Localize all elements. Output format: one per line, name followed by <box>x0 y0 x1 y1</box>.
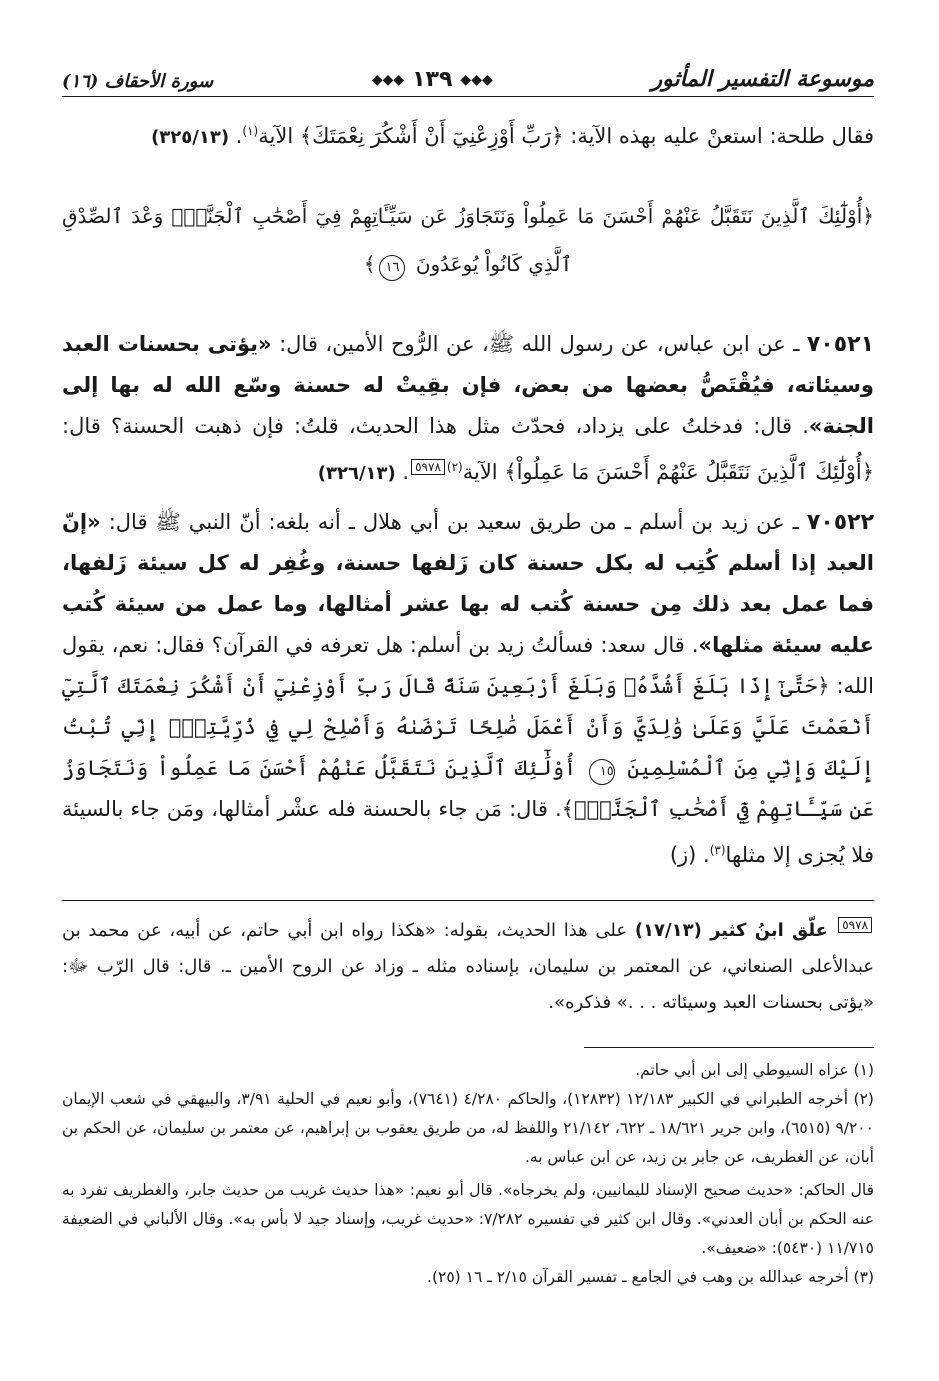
ornament-icon: ◆◆◆ <box>371 71 405 88</box>
hadith-verse-1: ﴿حَتَّىٰٓ إِذَا بَلَغَ أَشُدَّهُۥ وَبَلَغَ أَرْبَعِينَ سَنَةً قَالَ رَبِّ أَوْزِعْنِيٓ أَنْ أَشْكُرَ نِعْمَتَكَ ٱلَّتِيٓ أَنْعَمْتَ عَلَيَّ وَعَلَىٰ وَٰلِدَيَّ وَأَنْ أَعْمَلَ صَٰلِحًا تَرْضَىٰهُ وَأَصْلِحْ لِي فِي ذُرِّيَّتِيٓۖ إِنِّي تُبْتُ إِلَيْكَ وَإِنِّي مِنَ ٱلْمُسْلِمِينَ <box>62 674 874 780</box>
hadith-narration: ـ عن ابن عباس، عن رسول الله ﷺ، عن الرُّوح الأمين، قال: <box>271 332 807 356</box>
page <box>62 52 874 1292</box>
footnote-marker: (٢) <box>446 460 463 474</box>
ayah-close: ﴾ <box>363 252 376 276</box>
commentary-text: على هذا الحديث، بقوله: «هكذا رواه ابن أبي حاتم، عن أبيه، عن محمد بن عبدالأعلى الصنعاني، عن المعتمر بن سليمان، بإسناده مثله ـ وزاد عن الروح الأمين ـ. قال: قال الرّب ﷻ: «يؤتى بحسنات العبد وسيئاته . . .» فذكره». <box>62 920 874 1013</box>
hadith-number: ٧٠٥٢٢ <box>806 510 874 535</box>
hadith-70521 <box>62 324 874 494</box>
hadith-narration: ـ عن زيد بن أسلم ـ من طريق سعيد بن أبي هلال ـ أنه بلغه: أنّ النبي ﷺ قال: <box>100 510 807 534</box>
ayah-text: ﴿أُوْلَٰٓئِكَ ٱلَّذِينَ نَتَقَبَّلُ عَنْهُمْ أَحْسَنَ مَا عَمِلُواْ وَنَتَجَاوَزُ عَن سَيِّـَٔاتِهِمْ فِيٓ أَصْحَٰبِ ٱلْجَنَّةِۖ وَعْدَ ٱلصِّدْقِ ٱلَّذِي كَانُواْ يُوعَدُونَ <box>62 204 874 276</box>
page-header <box>62 52 874 97</box>
intro-ref: (٣٢٥/١٣) <box>151 127 230 148</box>
punct: . <box>395 460 410 484</box>
footnote-marker: (١) <box>242 124 259 138</box>
hadith-tail: الآية <box>462 460 505 484</box>
hadith-70522 <box>62 502 874 876</box>
page-number: ١٣٩ <box>412 67 453 92</box>
ayah-number: ١٦ <box>379 255 405 281</box>
hadith-ref: (٣٢٦/١٣) <box>317 463 396 484</box>
footnote-2-continued: قال الحاكم: «حديث صحيح الإسناد لليمانيين، ولم يخرجاه». قال أبو نعيم: «هذا حديث غريب من حديث جابر، والغطريف تفرد به عنه الحكم بن أبان العدني». وقال ابن كثير في تفسيره ٧/٢٨٢: «حديث غريب، وإسناد جيد لا بأس به». وقال الألباني في الضعيفة ١١/٧١٥ (٥٤٣٠): «ضعيف». <box>62 1181 874 1257</box>
footnote-marker: (٣) <box>709 843 726 857</box>
surah-name: سورة الأحقاف (١٦) <box>62 71 214 92</box>
footnote-1: (١) عزاه السيوطي إلى ابن أبي حاتم. <box>635 1061 874 1079</box>
ayah-block <box>62 192 874 288</box>
hadith-text: «يؤتى بحسنات العبد وسيئاته، فيُقْتَصُّ بعضها من بعض، فإن بقِيتْ له حسنة وسّع الله له بها إلى الجنة» <box>62 332 874 438</box>
punct: . <box>229 124 243 148</box>
hadith-end: . (ز) <box>669 843 710 867</box>
commentary-paragraph <box>62 913 874 1021</box>
intro-lead: فقال طلحة: استعنْ عليه بهذه الآية: <box>563 124 874 148</box>
hadith-text: «إنّ العبد إذا أسلم كُتِب له بكل حسنة كان زَلفها حسنة، وغُفِر له كل سيئة زَلفها، فما عمل بعد ذلك مِن حسنة كُتب له بها عشر أمثالها، وما عمل من سيئة كُتب عليه سيئة مثلها» <box>62 510 875 657</box>
hadith-after: . قال: مَن جاء بالحسنة فله عشْر أمثالها، ومَن جاء بالسيئة فلا يُجزى إلا مثلها <box>62 797 874 867</box>
ayah-number: ١٥ <box>589 759 615 785</box>
footnote-2: (٢) أخرجه الطبراني في الكبير ١٢/١٨٣ (١٢٨٣٢)، والحاكم ٤/٢٨٠ (٧٦٤١)، وأبو نعيم في الحلية ٣/٩١، والبيهقي في شعب الإيمان ٩/٢٠٠ (٦٥١٥)، وابن جرير ١٨/٦٢١ ـ ٦٢٢، ٢١/١٤٢ واللفظ له، من طريق يعقوب بن إبراهيم، عن معتمر بن سليمان، عن الحكم بن أبان، عن الغطريف، عن جابر بن زيد، عن ابن عباس به. <box>62 1090 874 1166</box>
intro-tail: الآية <box>258 124 300 148</box>
footnote-divider <box>584 1047 874 1048</box>
hadith-continuation: . قال: فدخلتُ على يزداد، فحدّث مثل هذا الحديث، قلتُ: فإن ذهبت الحسنة؟ قال: <box>62 414 809 438</box>
commentary-ref: (١٧/١٣) <box>634 920 711 941</box>
ornament-icon: ◆◆◆ <box>460 71 493 88</box>
commentary-box-ref: ٥٩٧٨ <box>411 459 445 475</box>
commentary-box-ref: ٥٩٧٨ <box>838 917 872 933</box>
book-title: موسوعة التفسير المأثور <box>651 66 874 92</box>
intro-verse: ﴿رَبِّ أَوْزِعْنِيٓ أَنْ أَشْكُرَ نِعْمَتَكَ﴾ <box>299 124 564 148</box>
commentary-author: علّق ابنُ كثير <box>710 920 837 941</box>
hadith-continuation: . قال سعد: فسألتُ زيد بن أسلم: هل تعرفه في القرآن؟ فقال: نعم، يقول الله: <box>62 633 874 698</box>
hadith-verse: ﴿أُوْلَٰٓئِكَ ٱلَّذِينَ نَتَقَبَّلُ عَنْهُمْ أَحْسَنَ مَا عَمِلُواْ﴾ <box>504 460 874 484</box>
hadith-verse-2: أُوْلَٰٓئِكَ ٱلَّذِينَ نَتَقَبَّلُ عَنْهُمْ أَحْسَنَ مَا عَمِلُواْ وَنَتَجَاوَزُ عَن سَيِّـَٔاتِهِمْ فِيٓ أَصْحَٰبِ ٱلْجَنَّةِۖ﴾ <box>62 756 874 821</box>
divider <box>62 900 874 901</box>
intro-paragraph <box>62 111 874 158</box>
hadith-number: ٧٠٥٢١ <box>806 332 874 357</box>
footnote-3: (٣) أخرجه عبدالله بن وهب في الجامع ـ تفسير القرآن ٢/١٥ ـ ١٦ (٢٥). <box>427 1268 874 1286</box>
page-number-group <box>372 67 493 92</box>
